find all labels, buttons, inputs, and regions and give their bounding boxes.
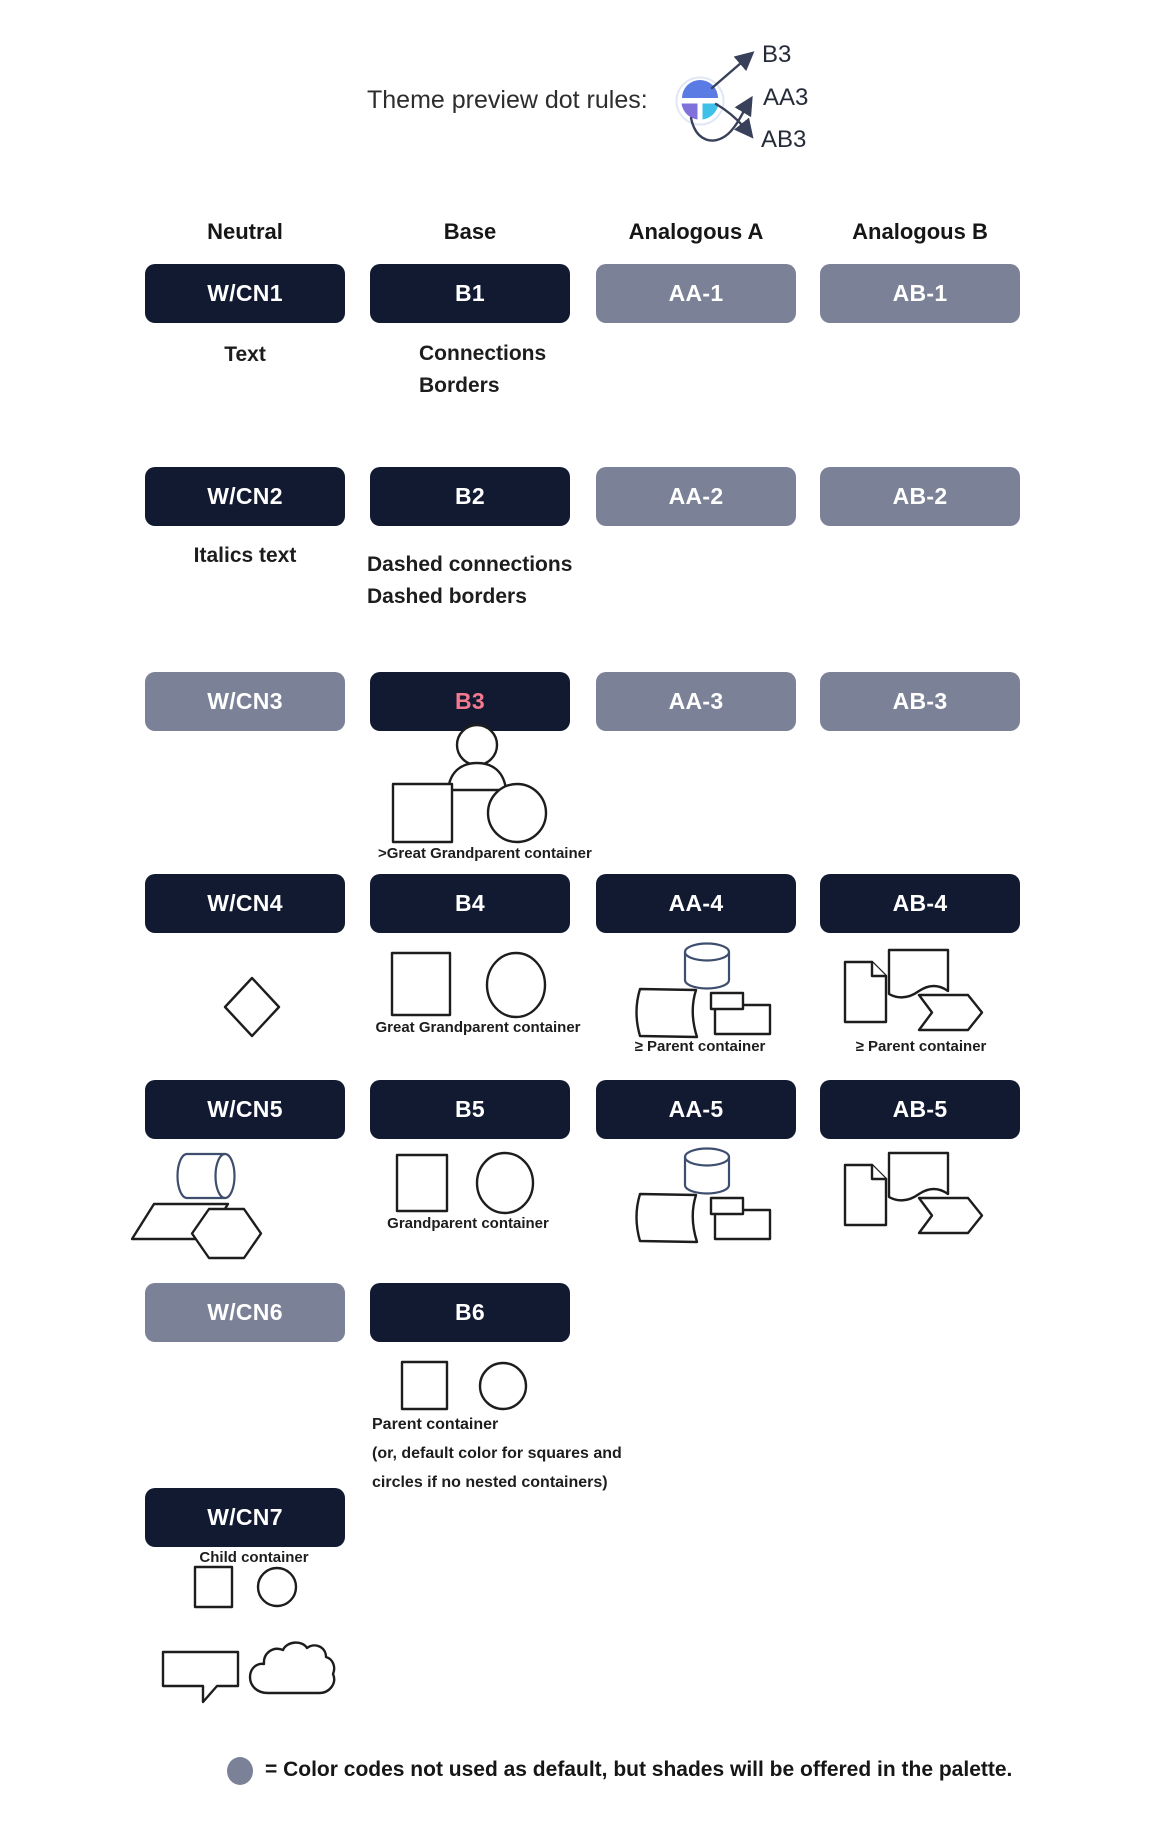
chip-b1: B1 (370, 264, 570, 323)
square-icon (195, 1567, 232, 1607)
display-shape-icon (637, 1194, 698, 1242)
chip-b2: B2 (370, 467, 570, 526)
chip-b5: B5 (370, 1080, 570, 1139)
legend-gray-dot-icon (227, 1757, 253, 1785)
cylinder-icon-top (685, 1149, 729, 1166)
diamond-icon (225, 978, 279, 1036)
caption-dashed-connections: Dashed connections (367, 553, 573, 576)
chip-w-cn1: W/CN1 (145, 264, 345, 323)
caption-dashed-borders: Dashed borders (367, 585, 527, 608)
chip-aa-2: AA-2 (596, 467, 796, 526)
person-icon-head (457, 725, 497, 765)
arrow-to-b3 (712, 56, 749, 88)
chip-aa-3: AA-3 (596, 672, 796, 731)
caption-text: Text (224, 343, 266, 366)
aa4-cylinder-display-card (630, 940, 778, 1040)
caption-parent-container-note-1: (or, default color for squares and (372, 1445, 622, 1462)
wcn4-diamond-icon (222, 976, 282, 1038)
chip-w-cn2: W/CN2 (145, 467, 345, 526)
circle-icon (258, 1568, 296, 1606)
caption-grandparent: Grandparent container (387, 1215, 549, 1232)
chip-ab-5: AB-5 (820, 1080, 1020, 1139)
caption-connections: Connections (419, 342, 547, 365)
caption-ge-parent-aa: ≥ Parent container (634, 1038, 766, 1055)
circle-icon (480, 1363, 526, 1409)
caption-parent-container: Parent container (372, 1416, 499, 1433)
square-icon (397, 1155, 447, 1211)
circle-icon (488, 784, 546, 842)
legend-text: = Color codes not used as default, but shades will be offered in the palette. (265, 1758, 1013, 1781)
chip-aa-1: AA-1 (596, 264, 796, 323)
caption-ge-parent-ab: ≥ Parent container (855, 1038, 987, 1055)
chip-w-cn4: W/CN4 (145, 874, 345, 933)
chip-b3: B3 (370, 672, 570, 731)
chip-w-cn5: W/CN5 (145, 1080, 345, 1139)
dot-rule-label-b3: B3 (762, 41, 792, 68)
column-header-base: Base (443, 219, 497, 244)
b5-square-circle (395, 1153, 540, 1215)
speech-bubble-icon (163, 1652, 238, 1702)
square-icon (393, 784, 452, 842)
column-header-analogous-b: Analogous B (852, 219, 988, 244)
caption-parent-container-note-2: circles if no nested containers) (372, 1474, 608, 1491)
chip-ab-2: AB-2 (820, 467, 1020, 526)
caption-child-container: Child container (199, 1549, 309, 1566)
chevron-shape-icon (919, 1198, 982, 1233)
display-shape-icon (637, 989, 698, 1037)
cylinder-icon-top (685, 944, 729, 961)
dot-rule-label-ab3: AB3 (761, 126, 807, 153)
wavy-document-icon (889, 1153, 948, 1200)
wcn7-square-circle (193, 1565, 298, 1609)
chip-w-cn7: W/CN7 (145, 1488, 345, 1547)
chip-ab-3: AB-3 (820, 672, 1020, 731)
b3-person-square-circle (375, 724, 560, 849)
theme-dot-icon (652, 28, 778, 152)
chip-ab-4: AB-4 (820, 874, 1020, 933)
square-icon (392, 953, 450, 1015)
column-header-analogous-a: Analogous A (628, 219, 764, 244)
page-dogear-fold (872, 962, 886, 976)
chip-aa-5: AA-5 (596, 1080, 796, 1139)
column-header-neutral: Neutral (207, 219, 283, 244)
cloud-icon (250, 1643, 334, 1693)
circle-icon (487, 953, 545, 1017)
person-icon-body (448, 763, 506, 790)
dot-rule-label-aa3: AA3 (763, 84, 809, 111)
caption-borders: Borders (419, 374, 500, 397)
aa5-cylinder-display-card (630, 1145, 778, 1245)
wcn7-speech-bubble-cloud (160, 1638, 335, 1706)
chip-w-cn3: W/CN3 (145, 672, 345, 731)
page-dogear-fold (872, 1165, 886, 1179)
caption-great-grandparent: Great Grandparent container (375, 1019, 581, 1036)
circle-icon (477, 1153, 533, 1213)
caption-italics-text: Italics text (193, 544, 297, 567)
b4-square-circle (390, 951, 550, 1019)
chevron-shape-icon (919, 995, 982, 1030)
chip-ab-1: AB-1 (820, 264, 1020, 323)
ab5-document-shapes (840, 1148, 990, 1240)
wcn5-cylinder-parallelogram-hexagon (128, 1146, 263, 1261)
page-title: Theme preview dot rules: (367, 86, 648, 114)
chip-b6: B6 (370, 1283, 570, 1342)
ab4-document-shapes (840, 945, 990, 1037)
card-tab-icon (711, 1198, 743, 1214)
b6-square-circle (400, 1360, 530, 1412)
chip-b4: B4 (370, 874, 570, 933)
wavy-document-icon (889, 950, 948, 997)
card-tab-icon (711, 993, 743, 1009)
chip-aa-4: AA-4 (596, 874, 796, 933)
square-icon (402, 1362, 447, 1409)
caption-gt-great-grandparent: >Great Grandparent container (378, 845, 592, 862)
h-cylinder-end (216, 1154, 235, 1198)
chip-w-cn6: W/CN6 (145, 1283, 345, 1342)
